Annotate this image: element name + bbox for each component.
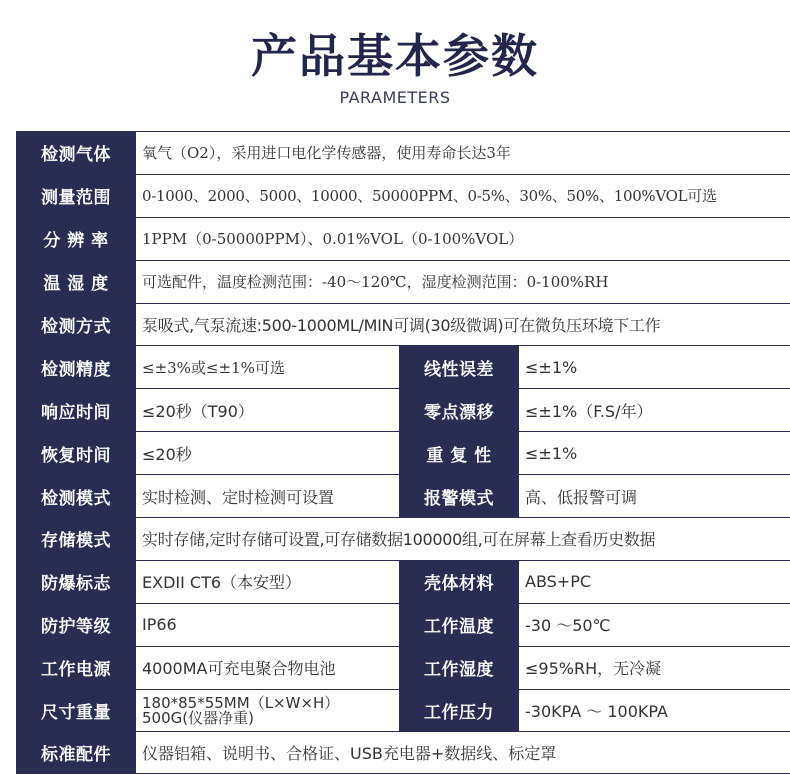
param-label: 检测精度	[16, 346, 136, 388]
param-value: EXDII CT6（本安型）	[142, 573, 302, 593]
table-row	[16, 345, 790, 388]
param-value-line: 500G(仪器净重)	[142, 708, 254, 727]
param-label: 检测方式	[16, 304, 136, 346]
parameters-table	[16, 131, 790, 774]
param-value: ≤20秒	[142, 444, 192, 464]
param-value: 0-1000、2000、5000、10000、50000PPM、0-5%、30%、50%、100%VOL可选	[142, 187, 717, 206]
param-value: ≤±3%或≤±1%可选	[142, 358, 285, 377]
table-row	[16, 431, 790, 474]
param-label: 工作温度	[399, 604, 519, 646]
param-value: 实时检测、定时检测可设置	[142, 487, 335, 507]
param-value-line: 180*85*55MM（L×W×H）	[142, 693, 340, 712]
param-value: 可选配件，温度检测范围：-40～120℃，湿度检测范围：0-100%RH	[142, 273, 609, 292]
param-value: 实时存储,定时存储可设置,可存储数据100000组,可在屏幕上查看历史数据	[142, 530, 656, 550]
param-label: 存储模式	[16, 518, 136, 560]
param-label: 响应时间	[16, 389, 136, 431]
table-row	[16, 217, 790, 260]
param-label: 标准配件	[16, 732, 136, 773]
param-label: 检测气体	[16, 132, 136, 174]
param-label: 线性误差	[399, 346, 519, 388]
table-row	[16, 131, 790, 174]
table-row	[16, 731, 790, 774]
param-label: 分 辨 率	[16, 218, 136, 260]
param-value: ≤95%RH，无冷凝	[525, 659, 662, 679]
param-value: ABS+PC	[525, 572, 592, 592]
param-label: 重 复 性	[399, 432, 519, 474]
param-value: IP66	[142, 615, 177, 635]
param-label: 零点漂移	[399, 389, 519, 431]
param-value: 1PPM（0-50000PPM）、0.01%VOL（0-100%VOL）	[142, 230, 524, 249]
param-value: -30KPA ～ 100KPA	[525, 702, 668, 722]
param-value: ≤20秒（T90）	[142, 401, 254, 421]
table-row	[16, 260, 790, 303]
table-row	[16, 517, 790, 560]
param-value: 泵吸式,气泵流速:500-1000ML/MIN可调(30级微调)可在微负压环境下工作	[142, 316, 661, 335]
param-label: 工作湿度	[399, 647, 519, 689]
table-row	[16, 646, 790, 689]
param-label: 测量范围	[16, 175, 136, 217]
table-row	[16, 603, 790, 646]
table-row	[16, 689, 790, 732]
param-value: 4000MA可充电聚合物电池	[142, 659, 336, 679]
param-value: 高、低报警可调	[525, 487, 638, 507]
param-label: 恢复时间	[16, 432, 136, 474]
param-label: 防爆标志	[16, 561, 136, 603]
param-label: 壳体材料	[399, 561, 519, 603]
param-value: 仪器铝箱、说明书、合格证、USB充电器+数据线、标定罩	[142, 744, 557, 764]
param-value: ≤±1%	[525, 443, 578, 463]
table-row	[16, 388, 790, 431]
param-label: 工作电源	[16, 647, 136, 689]
param-value: -30 ～50℃	[525, 616, 611, 636]
param-label: 报警模式	[399, 475, 519, 517]
page-title: 产品基本参数	[251, 29, 539, 83]
param-value-multiline	[136, 690, 399, 732]
table-row	[16, 474, 790, 517]
table-row	[16, 174, 790, 217]
param-label: 检测模式	[16, 475, 136, 517]
param-label: 尺寸重量	[16, 690, 136, 732]
param-label: 工作压力	[399, 690, 519, 732]
table-row	[16, 560, 790, 603]
param-value: ≤±1%（F.S/年）	[525, 401, 653, 421]
param-value: 氧气（O2），采用进口电化学传感器，使用寿命长达3年	[142, 144, 511, 163]
param-label: 防护等级	[16, 604, 136, 646]
param-label: 温 湿 度	[16, 261, 136, 303]
page-subtitle: PARAMETERS	[339, 88, 451, 107]
table-row	[16, 303, 790, 346]
param-value: ≤±1%	[525, 357, 578, 377]
